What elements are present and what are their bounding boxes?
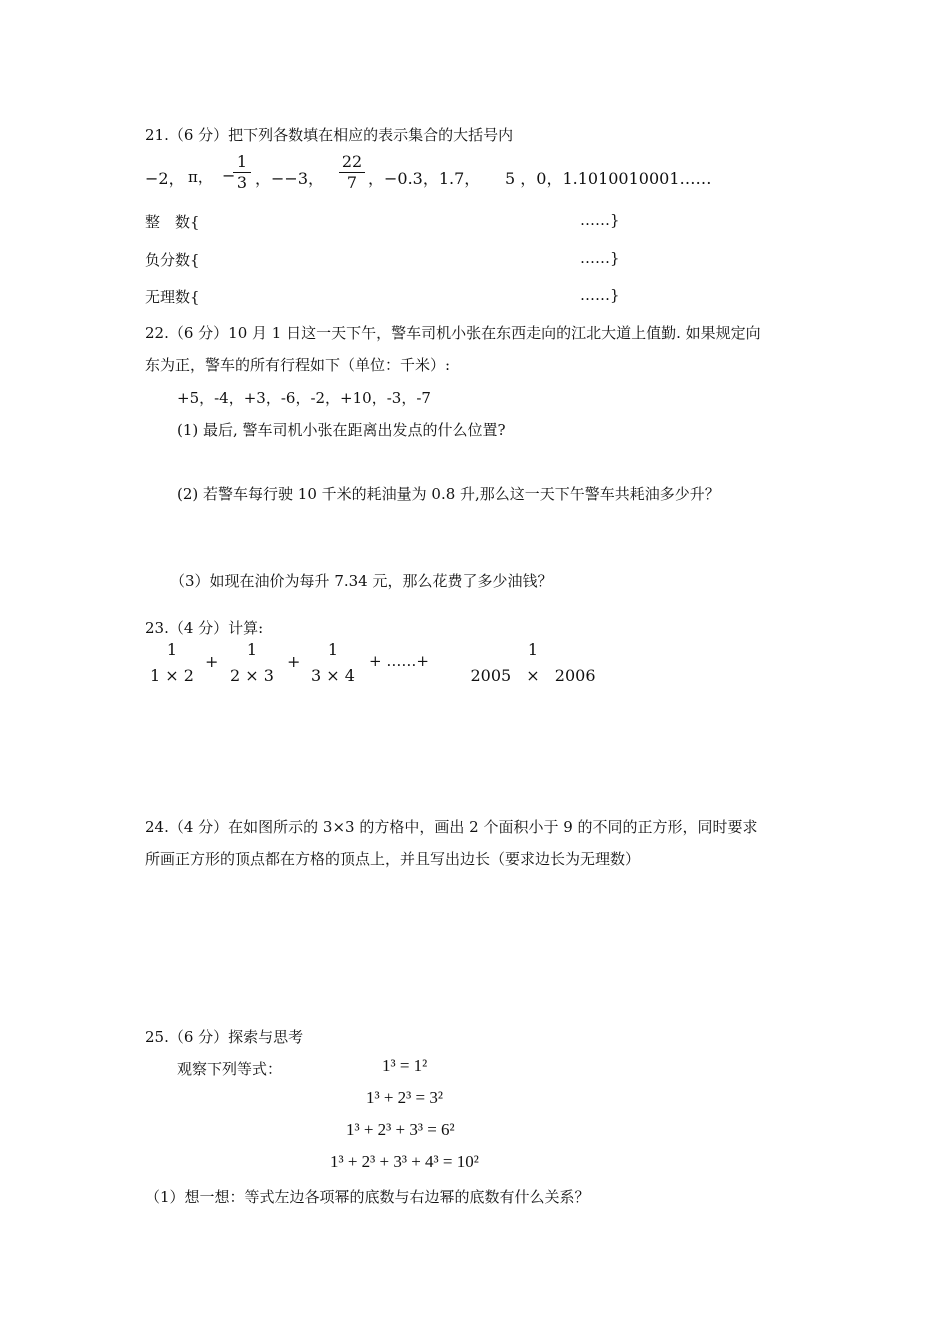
q22-sub1: (1) 最后, 警车司机小张在距离出发点的什么位置? [177, 421, 506, 439]
q22-title-line1: 22.（6 分）10 月 1 日这一天下午，警车司机小张在东西走向的江北大道上值勤. 如果规定向 [145, 324, 761, 342]
q25-equation-3: 1³ + 2³ + 3³ = 6² [346, 1120, 455, 1139]
q21-set-negative-fractions-label: 负分数{ [145, 251, 200, 269]
q23-f2-num: 1 [246, 640, 258, 659]
q25-title: 25.（6 分）探索与思考 [145, 1028, 304, 1046]
q25-sub1: （1）想一想：等式左边各项幂的底数与右边幂的底数有什么关系？ [145, 1188, 590, 1206]
q25-equation-2: 1³ + 2³ = 3² [366, 1088, 443, 1107]
q23-fraction-last [470, 640, 596, 686]
q23-f2-den: 2 × 3 [230, 666, 274, 685]
q23-title: 23.（4 分）计算: [145, 619, 264, 637]
q25-observe: 观察下列等式： [177, 1060, 283, 1078]
q23-f3-den: 3 × 4 [311, 666, 355, 685]
q22-sub3: （3）如现在油价为每升 7.34 元，那么花费了多少油钱？ [170, 572, 553, 590]
q21-fraction-22-7 [339, 152, 365, 193]
q24-line1: 24.（4 分）在如图所示的 3×3 的方格中，画出 2 个面积小于 9 的不同的正方形，同时要求 [145, 818, 758, 836]
q23-plus-1: + [205, 652, 219, 671]
q23-f4-den: 2005 × 2006 [470, 666, 596, 685]
q25-equation-1: 1³ = 1² [382, 1056, 428, 1075]
q22-sub2: (2) 若警车每行驶 10 千米的耗油量为 0.8 升,那么这一天下午警车共耗油多少升？ [177, 485, 720, 503]
q21-number-pi: π， [188, 168, 213, 186]
q22-trips: +5，-4，+3，-6，-2，+10，-3，-7 [177, 389, 431, 407]
q21-frac-den: 3 [233, 172, 251, 193]
q23-fraction-2 [225, 640, 279, 686]
q21-set-integers-label: 整 数{ [145, 213, 200, 231]
q22-title-line2: 东为正，警车的所有行程如下（单位：千米）: [145, 356, 451, 374]
q21-number-list: ，−0.3，1.7， [368, 169, 481, 188]
q23-f1-num: 1 [166, 640, 178, 659]
q24-line2: 所画正方形的顶点都在方格的顶点上，并且写出边长（要求边长为无理数） [145, 850, 641, 868]
q23-f1-den: 1 × 2 [150, 666, 194, 685]
q21-frac-sign: − [222, 166, 236, 185]
q23-ellipsis: + ……+ [369, 652, 429, 670]
q25-equation-4: 1³ + 2³ + 3³ + 4³ = 10² [330, 1152, 479, 1171]
q23-fraction-3 [306, 640, 360, 686]
q21-fraction-one-third [233, 152, 251, 193]
q21-number-neg2: −2， [145, 169, 185, 188]
q21-frac-num: 1 [236, 152, 248, 171]
q23-f4-num: 1 [527, 640, 539, 659]
q23-plus-2: + [287, 652, 301, 671]
q23-f3-num: 1 [327, 640, 339, 659]
q21-set-integers-end: ……} [580, 211, 620, 229]
q21-frac2-num: 22 [341, 152, 363, 171]
q21-frac2-den: 7 [339, 172, 365, 193]
q21-number-neg-neg3: ，−−3， [255, 169, 324, 188]
q21-set-negative-fractions-end: ……} [580, 249, 620, 267]
q21-title: 21.（6 分）把下列各数填在相应的表示集合的大括号内 [145, 126, 514, 144]
q21-number-list-2: 5 ，0，1.1010010001…… [505, 169, 712, 188]
q21-set-irrationals-label: 无理数{ [145, 288, 200, 306]
q23-fraction-1 [145, 640, 199, 686]
q21-set-irrationals-end: ……} [580, 286, 620, 304]
